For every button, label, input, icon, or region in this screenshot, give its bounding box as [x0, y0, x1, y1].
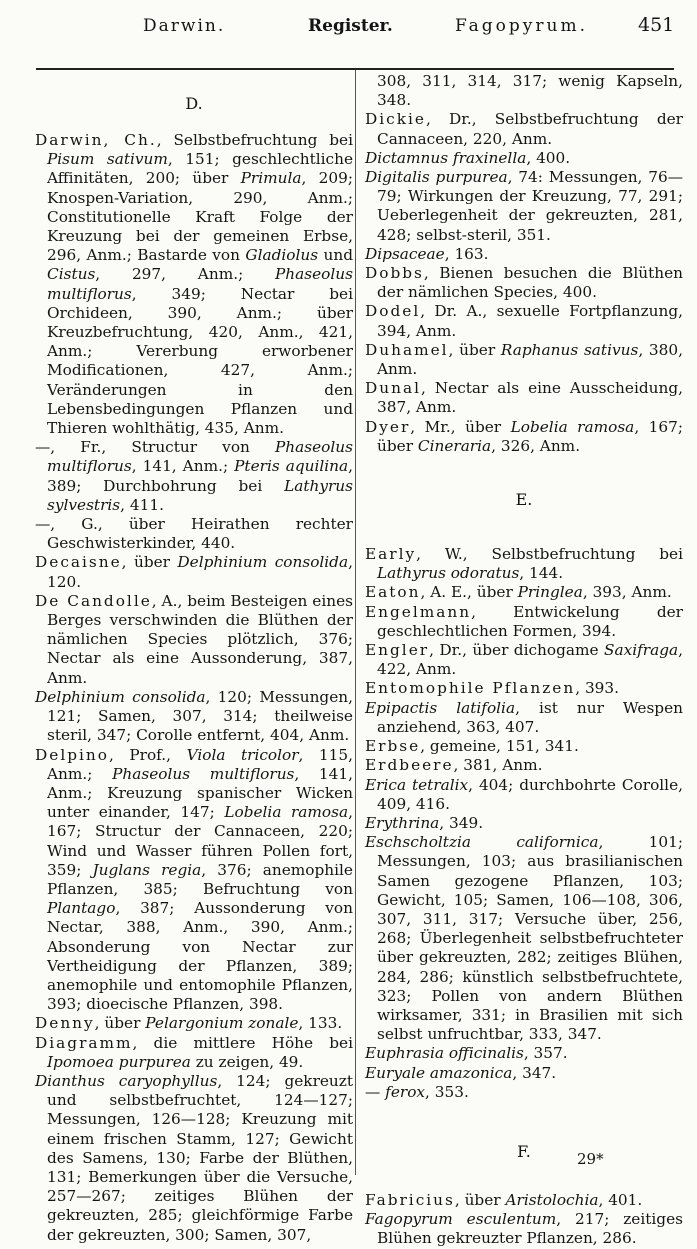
column-divider [355, 70, 356, 1175]
index-entry-dianthus: Dianthus caryophyllus, 124; gekreuzt und selbstbefruchtet, 124—127; Messungen, 126—128; Kreuzung mit einem frischen Stamm, 127; Gewicht des Samens, 130; Farbe der Blüthen, 131; Bemerkungen über die Versuche, 257—267; zeitiges Blühen der gekreuzten, 285; gleichförmige Farbe der gekreuzten, 300; Samen, 307, [35, 1071, 353, 1244]
index-entry-darwin-fr: —, Fr., Structur von Phaseolus multiflorus, 141, Anm.; Pteris aquilina, 389; Durchbohrung bei Lathyrus sylvestris, 411. [35, 438, 353, 514]
index-entry-fagopyrum: Fagopyrum esculentum, 217; zeitiges Blühen gekreuzter Pflanzen, 286. [365, 1210, 683, 1248]
index-entry-euphrasia: Euphrasia officinalis, 357. [365, 1044, 568, 1063]
index-entry-digitalis: Digitalis purpurea, 74: Messungen, 76—79; Wirkungen der Kreuzung, 77, 291; Ueberlegenheit der gekreuzten, 281, 428; selbst-steril, 351. [365, 168, 683, 244]
entry-name: Dyer [365, 417, 411, 436]
header-left: Darwin. [143, 16, 226, 36]
index-entry-fabricius: Fabricius, über Aristolochia, 401. [365, 1190, 643, 1209]
index-entry-dictamnus: Dictamnus fraxinella, 400. [365, 148, 571, 167]
index-entry-continued: 308, 311, 314, 317; wenig Kapseln, 348. [377, 72, 683, 110]
index-entry-dickie: Dickie, Dr., Selbstbefruchtung der Cannaceen, 220, Anm. [365, 110, 683, 148]
entry-name: De Candolle [35, 591, 152, 610]
header-right: Fagopyrum. [455, 16, 588, 36]
index-entry-denny: Denny, über Pelargonium zonale, 133. [35, 1014, 343, 1033]
entry-name: Entomophile Pflanzen [365, 679, 576, 698]
entry-name: Erbse [365, 737, 421, 756]
section-heading-e: E. [515, 490, 533, 510]
index-entry-dipsaceae: Dipsaceae, 163. [365, 244, 489, 263]
index-entry-engelmann: Engelmann, Entwickelung der geschlechtlichen Formen, 394. [365, 602, 683, 640]
index-entry-eschscholtzia: Eschscholtzia californica, 101; Messungen, 103; aus brasilianischen Samen gezogene Pflanzen, 103; Gewicht, 105; Samen, 106—108, 306, 307, 311, 317; Versuche über, 256, 268; Überlegenheit selbstbefruchteter über gekreuzten, 282; zeitiges Blühen, 284, 286; künstlich selbstbefruchtete, 323; Pollen von andern Blüthen wirksamer, 331; in Brasilien mit sich selbst unfruchtbar, 333, 347. [365, 833, 683, 1044]
index-entry-dodel: Dodel, Dr. A., sexuelle Fortpflanzung, 394, Anm. [365, 302, 683, 340]
index-entry-darwin-g: —, G., über Heirathen rechter Geschwisterkinder, 440. [35, 515, 353, 553]
entry-name: Dodel [365, 302, 421, 321]
index-entry-euryale-ferox: — ferox, 353. [365, 1082, 469, 1101]
section-heading-d: D. [185, 94, 203, 113]
index-entry-duhamel: Duhamel, über Raphanus sativus, 380, Anm. [365, 340, 683, 379]
index-entry-darwin-ch: Darwin, Ch., Selbstbefruchtung bei Pisum sativum, 151; geschlechtliche Affinitäten, 200; über Primula, 209; Knospen-Variation, 290, Anm.; Constitutionelle Kraft Folge der Kreuzung bei der gemeinen Erbse, 296, Anm.; Bastarde von Gladiolus und Cistus, 297, Anm.; Phaseolus multiflorus, 349; Nectar bei Orchideen, 390, Anm.; über Kreuzbefruchtung, 420, Anm., 421, Anm.; Vererbung erworbener Modificationen, 427, Anm.; Veränderungen in den Lebensbedingungen Pflanzen und Thieren wohlthätig, 435, Anm. [35, 131, 353, 438]
index-entry-dobbs: Dobbs, Bienen besuchen die Blüthen der nämlichen Species, 400. [365, 264, 683, 302]
signature-mark: 29* [577, 1150, 604, 1168]
left-column [35, 72, 353, 1245]
entry-name: Decaisne [35, 553, 122, 572]
entry-name: Delpino [35, 745, 109, 764]
entry-name: Darwin, Ch. [35, 131, 157, 149]
header-center: Register. [308, 16, 393, 36]
index-entry-dunal: Dunal, Nectar als eine Ausscheidung, 387, Anm. [365, 379, 683, 417]
entry-name: Engelmann [365, 602, 472, 621]
right-column [365, 72, 683, 1249]
index-entry-erythrina: Erythrina, 349. [365, 813, 484, 832]
index-entry-dyer: Dyer, Mr., über Lobelia ramosa, 167; über Cineraria, 326, Anm. [365, 417, 683, 455]
entry-name: Fabricius [365, 1190, 455, 1209]
entry-name: Eaton [365, 583, 421, 602]
entry-name: Diagramm [35, 1033, 133, 1052]
entry-name: Denny [35, 1014, 95, 1033]
entry-name: Early [365, 545, 417, 564]
index-entry-epipactis: Epipactis latifolia, ist nur Wespen anziehend, 363, 407. [365, 698, 683, 736]
entry-name: Dickie [365, 110, 426, 129]
index-entry-erbse: Erbse, gemeine, 151, 341. [365, 737, 579, 756]
entry-name: Erdbeere [365, 756, 454, 775]
index-entry-eaton: Eaton, A. E., über Pringlea, 393, Anm. [365, 583, 672, 602]
index-entry-engler: Engler, Dr., über dichogame Saxifraga, 422, Anm. [365, 641, 683, 679]
index-entry-delphinium: Delphinium consolida, 120; Messungen, 121; Samen, 307, 314; theilweise steril, 347; Corolle entfernt, 404, Anm. [35, 687, 353, 745]
entry-name: —, G. [35, 515, 98, 534]
index-entry-early: Early, W., Selbstbefruchtung bei Lathyrus odoratus, 144. [365, 545, 683, 583]
index-entry-delpino: Delpino, Prof., Viola tricolor, 115, Anm.; Phaseolus multiflorus, 141, Anm.; Kreuzung spanischer Wicken unter einander, 147; Lobelia ramosa, 167; Structur der Cannaceen, 220; Wind und Wasser führen Pollen fort, 359; Juglans regia, 376; anemophile Pflanzen, 385; Befruchtung von Plantago, 387; Aussonderung von Nectar, 388, Anm., 390, Anm.; Absonderung von Nectar zur Vertheidigung der Pflanzen, 389; anemophile und entomophile Pflanzen, 393; dioecische Pflanzen, 398. [35, 745, 353, 1014]
entry-name: Dunal [365, 379, 421, 398]
index-entry-erica: Erica tetralix, 404; durchbohrte Corolle, 409, 416. [365, 775, 683, 813]
index-entry-entomophile: Entomophile Pflanzen, 393. [365, 679, 620, 698]
index-entry-erdbeere: Erdbeere, 381, Anm. [365, 756, 543, 775]
index-entry-euryale: Euryale amazonica, 347. [365, 1063, 557, 1082]
entry-name: —, Fr. [35, 438, 102, 457]
section-heading-f: F. [517, 1141, 531, 1161]
index-entry-de-candolle: De Candolle, A., beim Besteigen eines Berges verschwinden die Blüthen der nämlichen Species plötzlich, 376; Nectar als eine Aussonderung, 387, Anm. [35, 591, 353, 687]
entry-name: Duhamel [365, 340, 449, 359]
entry-name: Dobbs [365, 264, 424, 283]
running-header [0, 14, 697, 44]
index-entry-diagramm: Diagramm, die mittlere Höhe bei Ipomoea purpurea zu zeigen, 49. [35, 1033, 353, 1071]
index-entry-decaisne: Decaisne, über Delphinium consolida, 120. [35, 553, 353, 591]
entry-name: Engler [365, 641, 430, 660]
page-number: 451 [638, 14, 675, 36]
